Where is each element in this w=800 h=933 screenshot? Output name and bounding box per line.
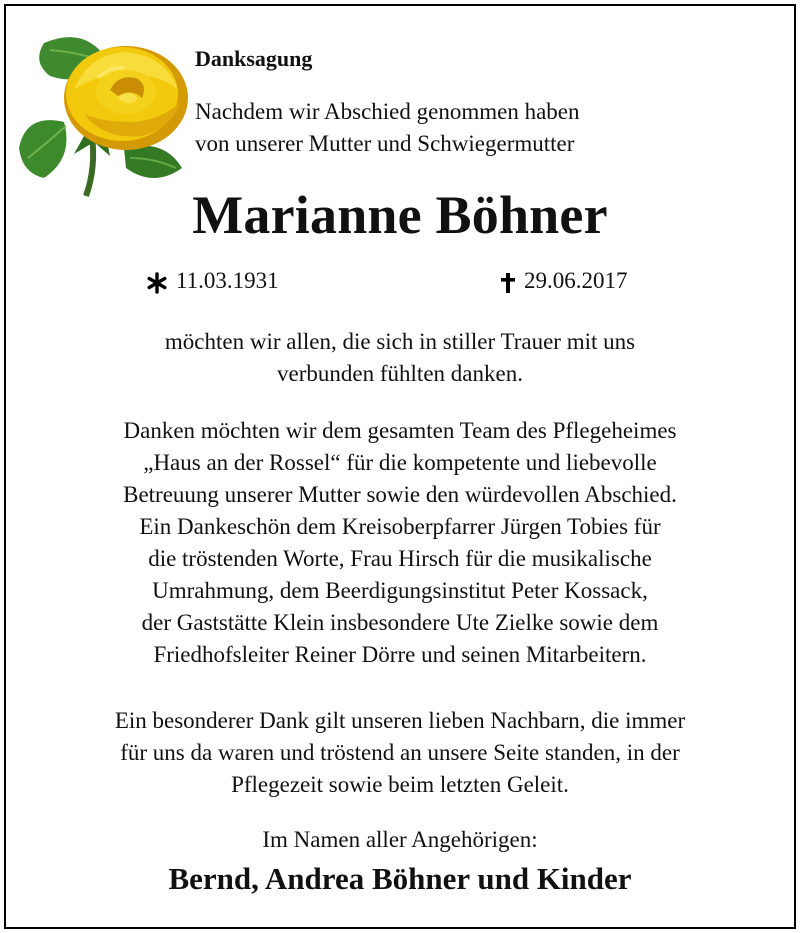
text-line: „Haus an der Rossel“ für die kompetente und liebevolle (143, 450, 657, 475)
signature: Bernd, Andrea Böhner und Kinder (168, 861, 632, 896)
heading-danksagung: Danksagung (195, 46, 313, 71)
birth-star-icon (146, 272, 168, 294)
birth-date-row (146, 268, 279, 294)
text-line: Ein besonderer Dank gilt unseren lieben Nachbarn, die immer (114, 708, 686, 733)
text-line: der Gaststätte Klein insbesondere Ute Zielke sowie dem (141, 610, 659, 635)
text-line: Umrahmung, dem Beerdigungsinstitut Peter Kossack, (152, 578, 648, 603)
text-line: Friedhofsleiter Reiner Dörre und seinen Mitarbeitern. (153, 642, 647, 667)
text-line: Pflegezeit sowie beim letzten Geleit. (231, 772, 569, 797)
intro-line: von unserer Mutter und Schwiegermutter (195, 131, 575, 156)
text-line: Betreuung unserer Mutter sowie den würdevollen Abschied. (123, 482, 677, 507)
thanks-neighbors-paragraph (6, 705, 794, 801)
birth-date: 11.03.1931 (176, 268, 279, 293)
death-date: 29.06.2017 (524, 268, 628, 293)
obituary-notice (4, 4, 796, 929)
text-line: die tröstenden Worte, Frau Hirsch für die musikalische (148, 546, 652, 571)
text-line: Danken möchten wir dem gesamten Team des Pflegeheimes (123, 418, 677, 443)
closing-line: Im Namen aller Angehörigen: (262, 827, 538, 852)
text-line: verbunden fühlten danken. (277, 361, 523, 386)
intro-text (195, 96, 580, 160)
text-line: für uns da waren und tröstend an unsere Seite standen, in der (120, 740, 680, 765)
text-line: Ein Dankeschön dem Kreisoberpfarrer Jürgen Tobies für (139, 514, 661, 539)
death-date-row (500, 268, 628, 294)
death-cross-icon (500, 272, 516, 294)
text-line: möchten wir allen, die sich in stiller Trauer mit uns (164, 329, 636, 354)
thanks-intro-paragraph (6, 326, 794, 390)
thanks-care-home-paragraph (6, 415, 794, 671)
deceased-name: Marianne Böhner (192, 185, 608, 245)
intro-line: Nachdem wir Abschied genommen haben (195, 99, 580, 124)
